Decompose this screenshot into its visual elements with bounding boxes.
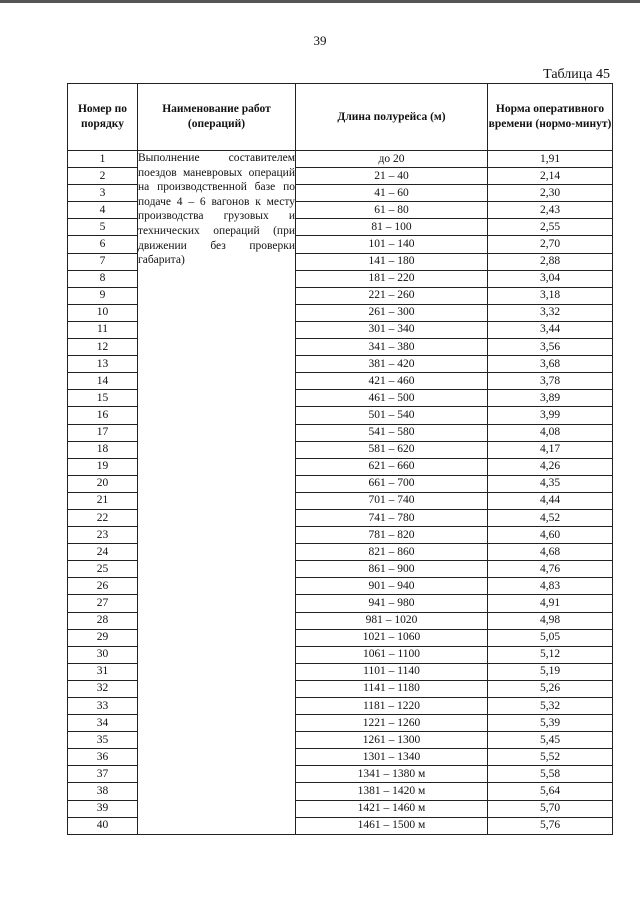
norm-cell: 4,35 [488,475,613,492]
norms-table [67,83,613,835]
length-cell: 741 – 780 [296,509,488,526]
norm-cell: 2,30 [488,185,613,202]
row-number-cell: 7 [68,253,138,270]
length-cell: 41 – 60 [296,185,488,202]
row-number-cell: 24 [68,544,138,561]
row-number-cell: 22 [68,509,138,526]
length-cell: 701 – 740 [296,492,488,509]
row-number-cell: 25 [68,561,138,578]
length-cell: 1461 – 1500 м [296,817,488,834]
norm-cell: 4,98 [488,612,613,629]
norm-cell: 5,64 [488,783,613,800]
norm-cell: 5,19 [488,663,613,680]
norm-cell: 5,76 [488,817,613,834]
row-number-cell: 15 [68,390,138,407]
row-number-cell: 18 [68,441,138,458]
length-cell: 81 – 100 [296,219,488,236]
row-number-cell: 28 [68,612,138,629]
norm-cell: 3,44 [488,321,613,338]
norm-cell: 5,52 [488,749,613,766]
norm-cell: 5,32 [488,698,613,715]
row-number-cell: 21 [68,492,138,509]
length-cell: до 20 [296,151,488,168]
row-number-cell: 17 [68,424,138,441]
norm-cell: 4,52 [488,509,613,526]
length-cell: 861 – 900 [296,561,488,578]
norm-cell: 3,99 [488,407,613,424]
length-cell: 221 – 260 [296,287,488,304]
row-number-cell: 11 [68,321,138,338]
norm-cell: 2,43 [488,202,613,219]
header-number: Номер по порядку [68,84,138,151]
operation-description: Выполнение составителем поездов маневровых операций на производственной базе по подаче 4 – 6 вагонов к месту производства грузовых и технических операций (при движении без проверки габарита) [138,152,295,267]
row-number-cell: 20 [68,475,138,492]
row-number-cell: 23 [68,527,138,544]
norm-cell: 3,78 [488,373,613,390]
table-body [68,151,613,835]
length-cell: 781 – 820 [296,527,488,544]
norm-cell: 5,39 [488,715,613,732]
length-cell: 381 – 420 [296,356,488,373]
norm-cell: 3,04 [488,270,613,287]
length-cell: 1181 – 1220 [296,698,488,715]
length-cell: 821 – 860 [296,544,488,561]
norm-cell: 2,70 [488,236,613,253]
row-number-cell: 29 [68,629,138,646]
length-cell: 901 – 940 [296,578,488,595]
norm-cell: 4,44 [488,492,613,509]
row-number-cell: 33 [68,698,138,715]
length-cell: 1341 – 1380 м [296,766,488,783]
norm-cell: 3,18 [488,287,613,304]
length-cell: 621 – 660 [296,458,488,475]
length-cell: 501 – 540 [296,407,488,424]
row-number-cell: 39 [68,800,138,817]
norm-cell: 3,68 [488,356,613,373]
length-cell: 141 – 180 [296,253,488,270]
page-number: 39 [313,33,327,48]
norm-cell: 4,08 [488,424,613,441]
row-number-cell: 1 [68,151,138,168]
row-number-cell: 31 [68,663,138,680]
header-length: Длина полурейса (м) [296,84,488,151]
norm-cell: 5,70 [488,800,613,817]
row-number-cell: 13 [68,356,138,373]
table-row [68,151,613,168]
length-cell: 461 – 500 [296,390,488,407]
header-norm: Норма оперативного времени (нормо-минут) [488,84,613,151]
norm-cell: 5,05 [488,629,613,646]
row-number-cell: 35 [68,732,138,749]
row-number-cell: 10 [68,304,138,321]
header-operation: Наименование работ (операций) [138,84,296,151]
length-cell: 181 – 220 [296,270,488,287]
norm-cell: 4,26 [488,458,613,475]
row-number-cell: 12 [68,339,138,356]
norm-cell: 5,12 [488,646,613,663]
norm-cell: 2,55 [488,219,613,236]
row-number-cell: 27 [68,595,138,612]
length-cell: 1261 – 1300 [296,732,488,749]
row-number-cell: 4 [68,202,138,219]
length-cell: 101 – 140 [296,236,488,253]
row-number-cell: 3 [68,185,138,202]
norm-cell: 2,88 [488,253,613,270]
norm-cell: 5,45 [488,732,613,749]
table-header-row [68,84,613,151]
row-number-cell: 36 [68,749,138,766]
length-cell: 21 – 40 [296,168,488,185]
norm-cell: 5,58 [488,766,613,783]
norm-cell: 4,76 [488,561,613,578]
row-number-cell: 34 [68,715,138,732]
length-cell: 1061 – 1100 [296,646,488,663]
norm-cell: 3,56 [488,339,613,356]
length-cell: 341 – 380 [296,339,488,356]
row-number-cell: 30 [68,646,138,663]
row-number-cell: 2 [68,168,138,185]
page-top-rule [0,0,640,3]
length-cell: 261 – 300 [296,304,488,321]
length-cell: 61 – 80 [296,202,488,219]
norm-cell: 4,68 [488,544,613,561]
row-number-cell: 26 [68,578,138,595]
length-cell: 1421 – 1460 м [296,800,488,817]
table-caption: Таблица 45 [543,67,610,82]
length-cell: 1301 – 1340 [296,749,488,766]
length-cell: 1221 – 1260 [296,715,488,732]
norm-cell: 4,83 [488,578,613,595]
length-cell: 1381 – 1420 м [296,783,488,800]
length-cell: 941 – 980 [296,595,488,612]
norm-cell: 3,32 [488,304,613,321]
length-cell: 1101 – 1140 [296,663,488,680]
norm-cell: 5,26 [488,680,613,697]
length-cell: 581 – 620 [296,441,488,458]
length-cell: 301 – 340 [296,321,488,338]
operation-cell [138,151,296,835]
length-cell: 1141 – 1180 [296,680,488,697]
row-number-cell: 32 [68,680,138,697]
norm-cell: 2,14 [488,168,613,185]
row-number-cell: 40 [68,817,138,834]
length-cell: 421 – 460 [296,373,488,390]
length-cell: 981 – 1020 [296,612,488,629]
row-number-cell: 14 [68,373,138,390]
row-number-cell: 6 [68,236,138,253]
row-number-cell: 5 [68,219,138,236]
norm-cell: 1,91 [488,151,613,168]
norm-cell: 4,17 [488,441,613,458]
length-cell: 541 – 580 [296,424,488,441]
row-number-cell: 9 [68,287,138,304]
norm-cell: 3,89 [488,390,613,407]
row-number-cell: 19 [68,458,138,475]
row-number-cell: 8 [68,270,138,287]
row-number-cell: 37 [68,766,138,783]
row-number-cell: 38 [68,783,138,800]
row-number-cell: 16 [68,407,138,424]
length-cell: 1021 – 1060 [296,629,488,646]
norm-cell: 4,60 [488,527,613,544]
length-cell: 661 – 700 [296,475,488,492]
norm-cell: 4,91 [488,595,613,612]
